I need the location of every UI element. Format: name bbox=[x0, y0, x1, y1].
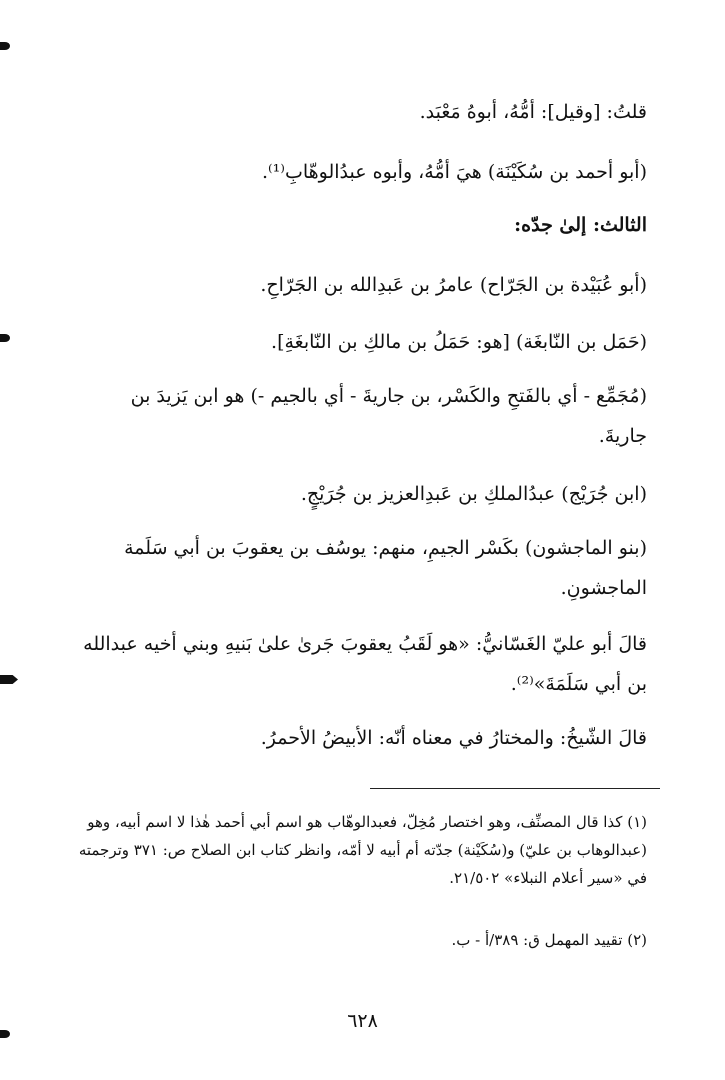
paragraph-3: (أبو عُبَيْدة بن الجَرّاح) عامرُ بن عَبدِالله بن الجَرّاحِ. bbox=[260, 274, 647, 296]
footnote-2: (٢) تقييد المهمل ق: ٣٨٩/أ - ب. bbox=[451, 931, 647, 949]
paragraph-4: (حَمَل بن النّابغَة) [هو: حَمَلُ بن مالكِ بن النّابغَةِ]. bbox=[271, 331, 647, 353]
scan-edge-arrow-mark bbox=[0, 675, 18, 684]
paragraph-8: قالَ أبو عليّ الغَسّانيُّ: «هو لَقَبُ يعقوبَ جَرىٰ علىٰ بَنيهِ وبني أخيه عبدالله بن أبي سَلَمَةَ»⁽²⁾. bbox=[83, 633, 647, 695]
section-heading: الثالث: إلىٰ جدّه: bbox=[514, 214, 647, 236]
paragraph-9: قالَ الشّيخُ: والمختارُ في معناه أنّه: الأبيضُ الأحمرُ. bbox=[260, 727, 647, 749]
paragraph-6: (ابن جُرَيْج) عبدُالملكِ بن عَبدِالعزيز بن جُرَيْجٍ. bbox=[300, 483, 647, 505]
paragraph-5: (مُجَمِّع - أي بالفَتحِ والكَسْر، بن جاريةَ - أي بالجيم -) هو ابن يَزيدَ بن جاريةَ. bbox=[130, 385, 647, 447]
paragraph-1: قلتُ: [وقيل]: أمُّهُ، أبوهُ مَعْبَد. bbox=[419, 101, 647, 123]
footnote-1: (١) كذا قال المصنِّف، وهو اختصار مُخِلّ، فعبدالوهّاب هو اسم أبي أحمد هٰذا لا اسم أبيه، وهو (عبدالوهاب بن عليّ) و(سُكَيْنة) جدّته أم أبيه لا أمّه، وانظر كتاب ابن الصلاح ص: ٣٧١ وترجمته في «سير أعلام النبلاء» ٢١/٥٠٢. bbox=[78, 813, 647, 887]
footnote-separator bbox=[370, 788, 660, 789]
paragraph-7: (بنو الماجشون) بكَسْر الجيمِ، منهم: يوسُف بن يعقوبَ بن أبي سَلَمة الماجشونِ. bbox=[124, 537, 647, 599]
scan-edge-mark-2 bbox=[0, 334, 10, 342]
scan-edge-mark-1 bbox=[0, 42, 10, 50]
page-number: ٦٢٨ bbox=[347, 1010, 378, 1032]
paragraph-2: (أبو أحمد بن سُكَيْنَة) هيَ أمُّهُ، وأبوه عبدُالوهّابِ⁽¹⁾. bbox=[261, 161, 647, 183]
